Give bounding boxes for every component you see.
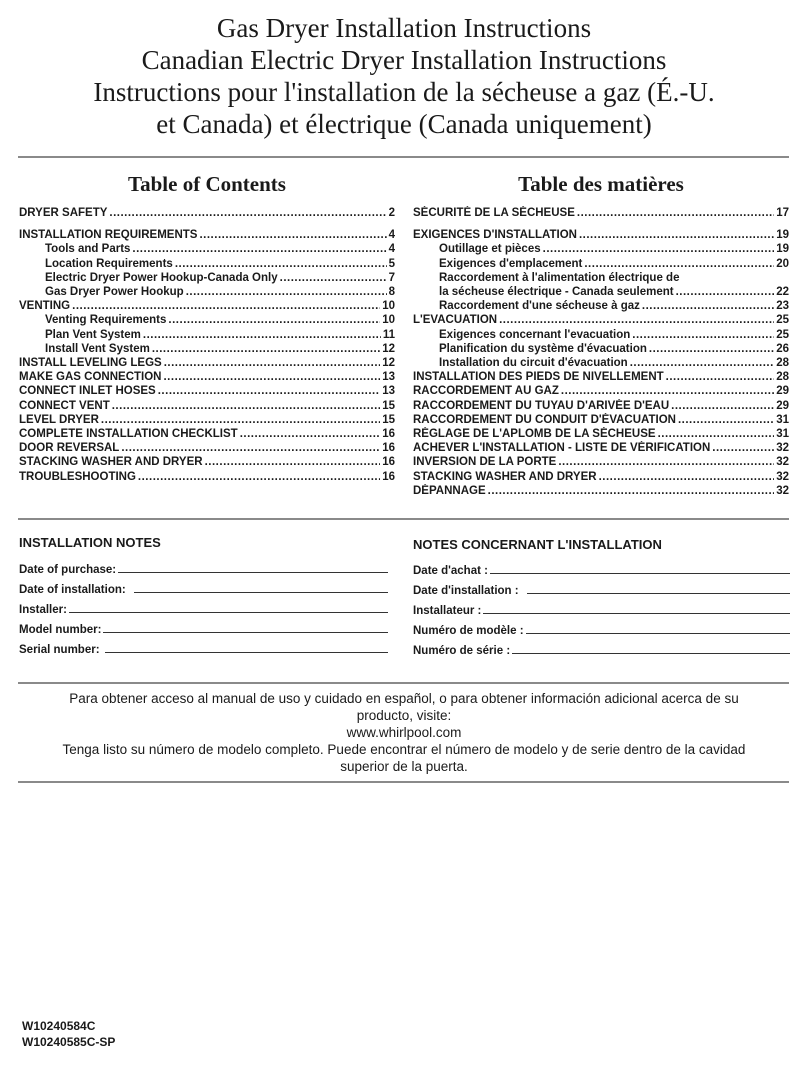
toc-subitem[interactable]: Location Requirements ..... 5	[19, 257, 395, 271]
toc-subitem[interactable]: Tools and Parts ..... 4	[19, 242, 395, 256]
toc-item[interactable]: DÉPANNAGE ..... 32	[413, 484, 789, 498]
toc-en	[19, 206, 395, 484]
toc-item[interactable]: ACHEVER L'INSTALLATION - LISTE DE VÉRIFICATION ..... 32	[413, 441, 789, 455]
toc-item[interactable]: RACCORDEMENT DU TUYAU D'ARIVÉE D'EAU ..... 29	[413, 399, 789, 413]
toc-subitem[interactable]: Gas Dryer Power Hookup ..... 8	[19, 285, 395, 299]
toc-item[interactable]: MAKE GAS CONNECTION ..... 13	[19, 370, 395, 384]
toc-item[interactable]: L'EVACUATION ..... 25	[413, 313, 789, 327]
toc-item[interactable]: DRYER SAFETY ..... 2	[19, 206, 395, 220]
toc-item[interactable]: EXIGENCES D'INSTALLATION ..... 19	[413, 228, 789, 242]
toc-item[interactable]: RACCORDEMENT AU GAZ ..... 29	[413, 384, 789, 398]
installateur-field[interactable]: Installateur :	[413, 602, 790, 618]
toc-item[interactable]: INVERSION DE LA PORTE ..... 32	[413, 455, 789, 469]
website-link[interactable]: www.whirlpool.com	[346, 725, 462, 740]
spanish-info-block: Para obtener acceso al manual de uso y cuidado en español, o para obtener información adicional acerca de su producto, visite: www.whirlpool.com Tenga listo su número de modelo completo. Puede encontrar el número de modelo y de serie dentro de la cavidad superior de la puerta.	[30, 690, 778, 775]
document-title	[0, 12, 808, 140]
toc-heading-en: Table of Contents	[128, 172, 286, 196]
toc-subitem[interactable]: Electric Dryer Power Hookup-Canada Only ..... 7	[19, 271, 395, 285]
toc-subitem[interactable]: Outillage et pièces ..... 19	[413, 242, 789, 256]
divider	[18, 682, 789, 684]
serial-number-field[interactable]: Serial number:	[19, 641, 388, 657]
toc-subitem[interactable]: Install Vent System ..... 12	[19, 342, 395, 356]
toc-item[interactable]: STACKING WASHER AND DRYER ..... 16	[19, 455, 395, 469]
toc-item[interactable]: LEVEL DRYER ..... 15	[19, 413, 395, 427]
toc-item[interactable]: TROUBLESHOOTING ..... 16	[19, 470, 395, 484]
toc-item[interactable]: CONNECT VENT ..... 15	[19, 399, 395, 413]
numero-de-serie-field[interactable]: Numéro de série :	[413, 642, 790, 658]
divider	[18, 518, 789, 520]
toc-subitem[interactable]: Exigences d'emplacement ..... 20	[413, 257, 789, 271]
toc-subitem[interactable]: Planification du système d'évacuation ..... 26	[413, 342, 789, 356]
toc-item[interactable]: RACCORDEMENT DU CONDUIT D'ÉVACUATION ..... 31	[413, 413, 789, 427]
model-number-field[interactable]: Model number:	[19, 621, 388, 637]
part-number: W10240584C W10240585C-SP	[22, 1019, 116, 1049]
toc-item[interactable]: INSTALL LEVELING LEGS ..... 12	[19, 356, 395, 370]
date-installation-field[interactable]: Date d'installation :	[413, 582, 790, 598]
notes-concernant-heading: NOTES CONCERNANT L'INSTALLATION	[413, 537, 662, 552]
toc-item[interactable]: INSTALLATION REQUIREMENTS ..... 4	[19, 228, 395, 242]
installation-notes-heading: INSTALLATION NOTES	[19, 535, 161, 550]
installer-field[interactable]: Installer:	[19, 601, 388, 617]
date-achat-field[interactable]: Date d'achat :	[413, 562, 790, 578]
numero-de-modele-field[interactable]: Numéro de modèle :	[413, 622, 790, 638]
toc-subitem[interactable]: Plan Vent System ..... 11	[19, 328, 395, 342]
toc-subitem[interactable]: Raccordement à l'alimentation électrique de la sécheuse électrique - Canada seulement ..... 22	[413, 271, 789, 299]
toc-item[interactable]: COMPLETE INSTALLATION CHECKLIST ..... 16	[19, 427, 395, 441]
title-line-3: Instructions pour l'installation de la sécheuse a gaz (É.-U.	[93, 77, 715, 107]
title-line-1: Gas Dryer Installation Instructions	[216, 13, 592, 43]
toc-subitem[interactable]: Installation du circuit d'évacuation ..... 28	[413, 356, 789, 370]
toc-item[interactable]: CONNECT INLET HOSES ..... 13	[19, 384, 395, 398]
date-of-installation-field[interactable]: Date of installation:	[19, 581, 388, 597]
toc-item[interactable]: RÉGLAGE DE L'APLOMB DE LA SÉCHEUSE ..... 31	[413, 427, 789, 441]
title-line-4: et Canada) et électrique (Canada uniquement)	[156, 109, 652, 139]
toc-item[interactable]: STACKING WASHER AND DRYER ..... 32	[413, 470, 789, 484]
toc-item[interactable]: DOOR REVERSAL ..... 16	[19, 441, 395, 455]
toc-fr	[413, 206, 789, 498]
toc-subitem[interactable]: Raccordement d'une sécheuse à gaz ..... 23	[413, 299, 789, 313]
toc-item[interactable]: VENTING ..... 10	[19, 299, 395, 313]
divider	[18, 781, 789, 783]
toc-heading-fr: Table des matières	[518, 172, 684, 196]
toc-item[interactable]: INSTALLATION DES PIEDS DE NIVELLEMENT ..... 28	[413, 370, 789, 384]
divider	[18, 156, 789, 158]
toc-subitem[interactable]: Exigences concernant l'evacuation ..... 25	[413, 328, 789, 342]
date-of-purchase-field[interactable]: Date of purchase:	[19, 561, 388, 577]
title-line-2: Canadian Electric Dryer Installation Instructions	[141, 45, 667, 75]
toc-item[interactable]: SÉCURITÉ DE LA SÉCHEUSE ..... 17	[413, 206, 789, 220]
toc-subitem[interactable]: Venting Requirements ..... 10	[19, 313, 395, 327]
